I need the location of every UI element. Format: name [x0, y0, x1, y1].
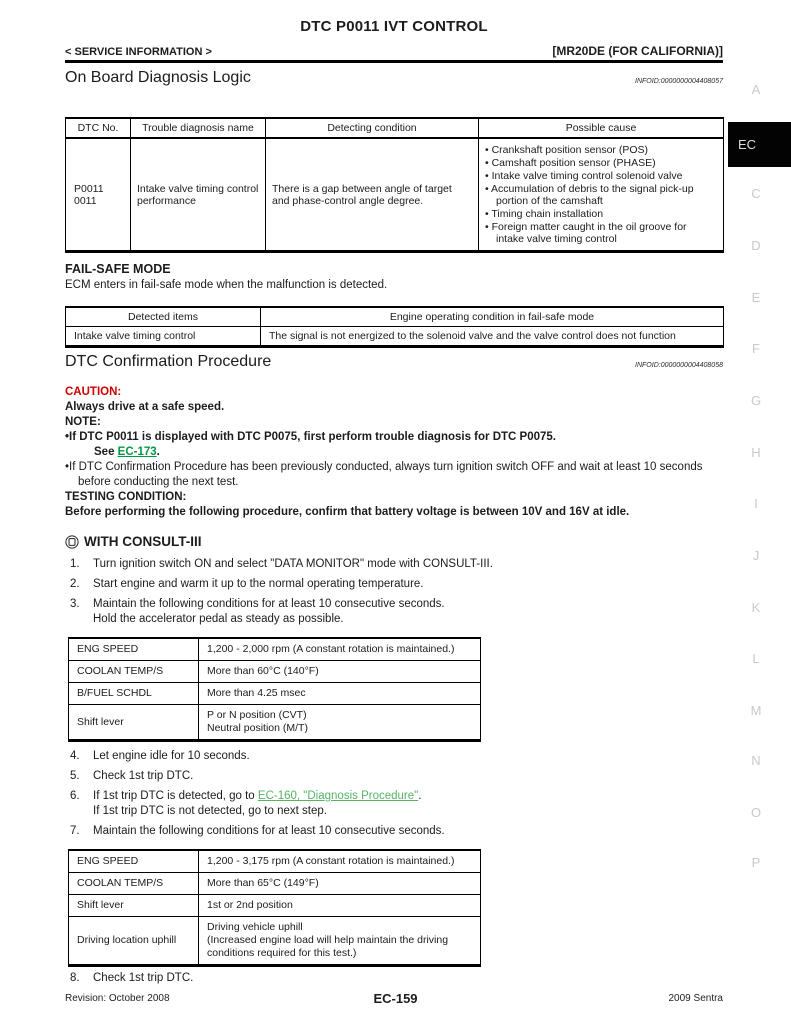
step-number: 4. [70, 750, 80, 762]
cell-fail-safe-condition: The signal is not energized to the solenoid valve and the valve control does not function [261, 327, 724, 347]
consult-heading [65, 534, 723, 549]
condition-row [69, 895, 481, 917]
condition-label: Driving location uphill [69, 917, 199, 966]
condition-value: 1st or 2nd position [199, 895, 481, 917]
margin-index-k: K [751, 600, 761, 615]
margin-index-a: A [751, 82, 761, 97]
condition-label: Shift lever [69, 705, 199, 741]
step-number: 8. [70, 972, 80, 984]
col-header-diagnosis-name: Trouble diagnosis name [131, 118, 266, 138]
service-information-label: < SERVICE INFORMATION > [65, 46, 212, 58]
margin-index-l: L [752, 651, 760, 666]
note-item-1-reference [94, 445, 723, 460]
caution-label: CAUTION: [65, 386, 122, 398]
col-header-detecting-condition: Detecting condition [266, 118, 479, 138]
possible-cause-list [485, 144, 717, 245]
step-text-sub: If 1st trip DTC is not detected, go to next step. [93, 805, 327, 817]
section-confirmation-header [65, 353, 723, 371]
margin-index-f: F [752, 341, 760, 356]
possible-cause-item: • Foreign matter caught in the oil groove for intake valve timing control [485, 221, 717, 245]
possible-cause-item: • Camshaft position sensor (PHASE) [485, 157, 717, 169]
procedure-step-7 [65, 824, 723, 839]
step-text-main [93, 789, 723, 804]
condition-value: More than 65°C (149°F) [199, 873, 481, 895]
procedure-step-5 [65, 769, 723, 784]
condition-label: ENG SPEED [69, 850, 199, 873]
dtc-table [65, 117, 724, 253]
condition-label: Shift lever [69, 895, 199, 917]
condition-value: 1,200 - 2,000 rpm (A constant rotation is maintained.) [199, 638, 481, 661]
dtc-table-row [66, 138, 724, 252]
procedure-step-2 [65, 577, 723, 592]
condition-value [199, 917, 481, 966]
condition-value: 1,200 - 3,175 rpm (A constant rotation is maintained.) [199, 850, 481, 873]
consult-icon [65, 535, 79, 549]
step-text: Check 1st trip DTC. [93, 972, 194, 984]
condition-row [69, 705, 481, 741]
consult-heading-label: WITH CONSULT-III [84, 534, 202, 549]
step-text: Let engine idle for 10 seconds. [93, 750, 250, 762]
step-number: 2. [70, 578, 80, 590]
step-text-main: Maintain the following conditions for at least 10 consecutive seconds. [93, 598, 445, 610]
note-item-2: • If DTC Confirmation Procedure has been previously conducted, always turn ignition switch OFF and wait at least 10 seconds before conducting the next test. [65, 460, 723, 490]
condition-row [69, 873, 481, 895]
procedure-step-1 [65, 557, 723, 572]
step-text: Start engine and warm it up to the normal operating temperature. [93, 578, 424, 590]
step-text: Maintain the following conditions for at least 10 consecutive seconds. [93, 825, 445, 837]
infoid-confirmation: INFOID:0000000004408058 [635, 362, 723, 369]
margin-index-h: H [751, 445, 761, 460]
condition-table-2 [68, 849, 481, 967]
condition-value-line: Driving vehicle uphill [207, 921, 303, 933]
col-header-detected-items: Detected items [66, 307, 261, 327]
step-number: 1. [70, 558, 80, 570]
condition-table-1 [68, 637, 481, 742]
infoid-obd-logic: INFOID:0000000004408057 [635, 78, 723, 85]
testing-condition-label: TESTING CONDITION: [65, 491, 187, 503]
margin-index-n: N [751, 753, 761, 768]
note-label: NOTE: [65, 416, 101, 428]
condition-label: B/FUEL SCHDL [69, 683, 199, 705]
condition-value-line: P or N position (CVT) [207, 709, 307, 721]
see-suffix: . [156, 446, 160, 458]
condition-value-line: (Increased engine load will help maintain the driving conditions required for this test.) [207, 934, 449, 959]
section-title-confirmation: DTC Confirmation Procedure [65, 353, 272, 370]
cell-diagnosis-name: Intake valve timing control performance [131, 138, 266, 252]
cell-dtc-no [66, 138, 131, 252]
step-6-prefix: If 1st trip DTC is detected, go to [93, 790, 258, 802]
link-ec-173[interactable]: EC-173 [117, 446, 157, 458]
cell-detecting-condition: There is a gap between angle of target and phase-control angle degree. [266, 138, 479, 252]
margin-index-j: J [752, 548, 760, 563]
condition-label: ENG SPEED [69, 638, 199, 661]
section-title-obd-logic: On Board Diagnosis Logic [65, 69, 251, 86]
col-header-fail-safe-condition: Engine operating condition in fail-safe mode [261, 307, 724, 327]
page-header [65, 44, 723, 58]
margin-index-i: I [754, 496, 758, 511]
possible-cause-item: • Timing chain installation [485, 208, 717, 220]
step-text: Check 1st trip DTC. [93, 770, 194, 782]
condition-row [69, 683, 481, 705]
step-6-suffix: . [418, 790, 422, 802]
condition-row [69, 850, 481, 873]
condition-value [199, 705, 481, 741]
condition-row [69, 661, 481, 683]
step-text [93, 597, 723, 627]
margin-index-g: G [750, 393, 762, 408]
page-title: DTC P0011 IVT CONTROL [300, 18, 488, 35]
page-content [65, 18, 723, 986]
step-number: 3. [70, 598, 80, 610]
condition-row [69, 917, 481, 966]
step-number: 6. [70, 790, 80, 802]
step-number: 7. [70, 825, 80, 837]
procedure-step-8 [65, 971, 723, 986]
cell-detected-item: Intake valve timing control [66, 327, 261, 347]
condition-label: COOLAN TEMP/S [69, 873, 199, 895]
procedure-step-4 [65, 749, 723, 764]
col-header-dtc-no: DTC No. [66, 118, 131, 138]
testing-condition-text: Before performing the following procedure, confirm that battery voltage is between 10V and 16V at idle. [65, 506, 630, 518]
see-label: See [94, 446, 118, 458]
link-ec-160[interactable]: EC-160, "Diagnosis Procedure" [257, 790, 419, 802]
fail-safe-row [66, 327, 724, 347]
footer-revision: Revision: October 2008 [65, 993, 170, 1004]
margin-index-p: P [751, 855, 761, 870]
margin-index-m: M [750, 703, 762, 718]
fail-safe-table [65, 306, 724, 348]
condition-value: More than 4.25 msec [199, 683, 481, 705]
step-text: Turn ignition switch ON and select "DATA MONITOR" mode with CONSULT-III. [93, 558, 493, 570]
procedure-step-6 [65, 789, 723, 819]
procedure-step-3 [65, 597, 723, 627]
note-item-1: • If DTC P0011 is displayed with DTC P0075, first perform trouble diagnosis for DTC P0075. [65, 430, 723, 445]
condition-value: More than 60°C (140°F) [199, 661, 481, 683]
margin-index-c: C [751, 186, 761, 201]
possible-cause-item: • Intake valve timing control solenoid valve [485, 170, 717, 182]
cell-possible-cause [479, 138, 724, 252]
step-text [93, 789, 723, 819]
col-header-possible-cause: Possible cause [479, 118, 724, 138]
step-number: 5. [70, 770, 80, 782]
fail-safe-header-row [66, 307, 724, 327]
margin-index-ec-active: EC [728, 122, 791, 167]
margin-index-d: D [751, 238, 761, 253]
engine-model-label: [MR20DE (FOR CALIFORNIA)] [552, 44, 723, 58]
section-obd-logic-header [65, 69, 723, 87]
dtc-table-header-row [66, 118, 724, 138]
dtc-code-obd: P0011 [74, 182, 104, 195]
fail-safe-description: ECM enters in fail-safe mode when the malfunction is detected. [65, 279, 388, 291]
caution-text: Always drive at a safe speed. [65, 401, 225, 413]
footer-page-number: EC-159 [373, 991, 418, 1006]
dtc-code-consult: 0011 [74, 194, 97, 207]
condition-label: COOLAN TEMP/S [69, 661, 199, 683]
fail-safe-heading: FAIL-SAFE MODE [65, 262, 171, 276]
margin-index-e: E [751, 290, 761, 305]
condition-value-line: Neutral position (M/T) [207, 722, 308, 734]
possible-cause-item: • Crankshaft position sensor (POS) [485, 144, 717, 156]
header-divider [65, 60, 723, 63]
footer-model-year: 2009 Sentra [668, 993, 723, 1004]
condition-row [69, 638, 481, 661]
margin-index-o: O [750, 805, 762, 820]
possible-cause-item: • Accumulation of debris to the signal pick-up portion of the camshaft [485, 183, 717, 207]
step-text-sub: Hold the accelerator pedal as steady as possible. [93, 613, 344, 625]
